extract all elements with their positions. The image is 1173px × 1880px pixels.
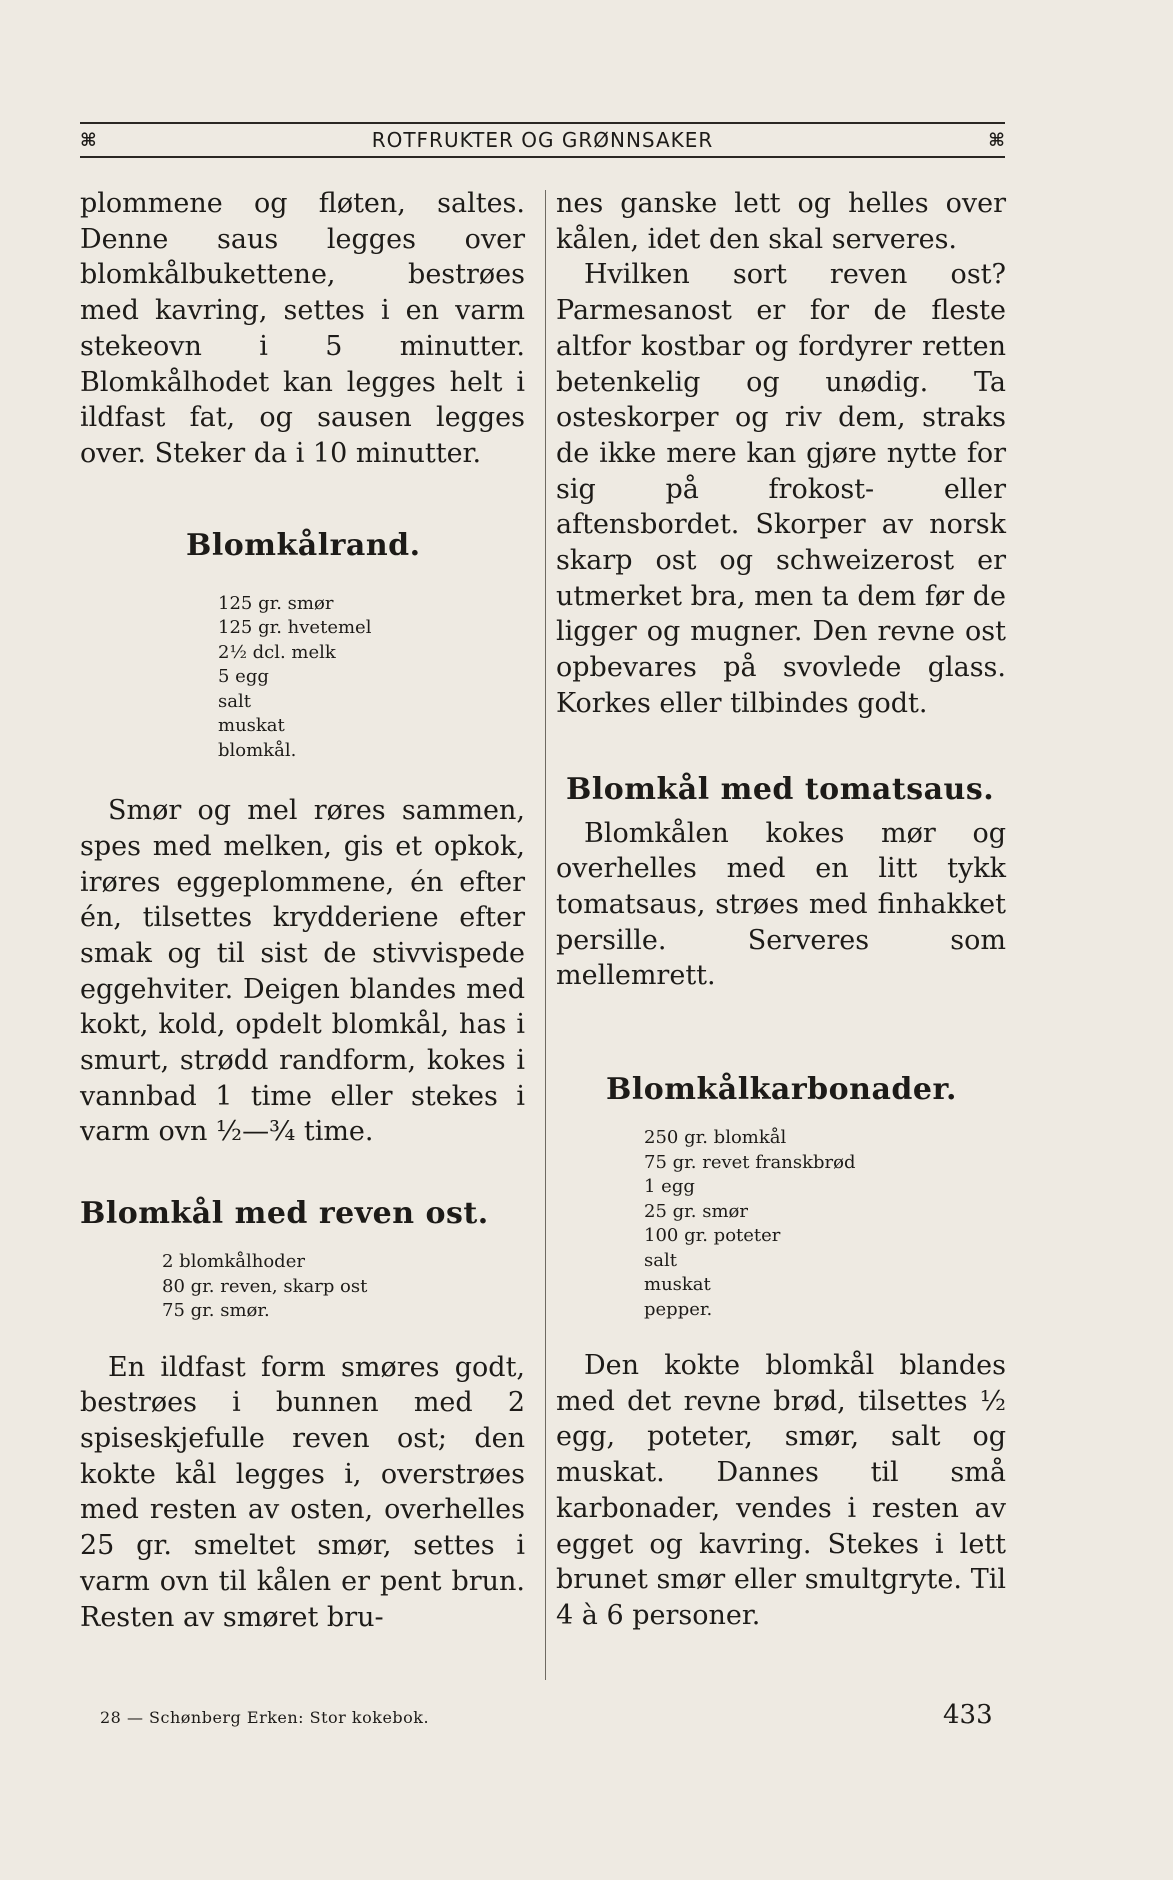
intro-paragraph: plommene og fløten, saltes. Denne saus legges over blomkålbukettene, bestrøes med kavring, settes i en varm stekeovn i 5 minutter. Blomkålhodet kan legges helt i ildfast fat, og sausen legges over. Steker da i 10 minutter.	[80, 188, 525, 469]
left-column	[80, 186, 525, 1635]
right-column	[556, 186, 1006, 1634]
page-number: 433	[943, 1700, 993, 1730]
cheese-note-paragraph: Hvilken sort reven ost? Parmesanost er for de fleste altfor kostbar og fordyrer retten betenkelig og unødig. Ta osteskorper og riv dem, straks de ikke mere kan gjøre nytte for sig på frokost- eller aftensbordet. Skorper av norsk skarp ost og schweizerost er utmerket bra, men ta dem før de ligger og mugner. Den revne ost opbevares på svovlede glass. Korkes eller tilbindes godt.	[556, 259, 1006, 719]
ingredients-reven-ost	[80, 1250, 525, 1324]
ornament-left-icon: ⌘	[80, 129, 97, 151]
ingredient-item: 1 egg	[644, 1176, 695, 1198]
ingredients-blomkalrand	[80, 592, 525, 764]
ingredient-item: 75 gr. smør.	[162, 1300, 270, 1322]
ingredient-item: 5 egg	[218, 666, 269, 688]
ingredient-item: 2½ dcl. melk	[218, 641, 336, 663]
continuation-paragraph: nes ganske lett og helles over kålen, idet den skal serveres.	[556, 188, 1006, 255]
recipe-title-karbonader: Blomkålkarbonader.	[606, 1072, 957, 1108]
recipe-title-tomatsaus: Blomkål med tomatsaus.	[566, 771, 995, 807]
ingredient-item: blomkål.	[218, 739, 297, 761]
ingredient-item: 25 gr. smør	[644, 1200, 748, 1222]
ingredient-item: 75 gr. revet franskbrød	[644, 1151, 856, 1173]
ingredient-item: 2 blomkålhoder	[162, 1251, 305, 1273]
ingredient-item: 125 gr. smør	[218, 592, 334, 614]
recipe-title-reven-ost: Blomkål med reven ost.	[80, 1196, 489, 1232]
ingredients-karbonader	[556, 1126, 1006, 1322]
recipe-text-tomatsaus: Blomkålen kokes mør og overhelles med en litt tykk tomatsaus, strøes med finhakket persille. Serveres som mellemrett.	[556, 817, 1006, 992]
ingredient-item: muskat	[644, 1274, 711, 1296]
ingredient-item: salt	[644, 1249, 677, 1271]
ingredient-item: salt	[218, 690, 251, 712]
recipe-text-karbonader: Den kokte blomkål blandes med det revne brød, tilsettes ½ egg, poteter, smør, salt og muskat. Dannes til små karbonader, vendes i resten av egget og kavring. Stekes i lett brunet smør eller smultgryte. Til 4 à 6 personer.	[556, 1350, 1006, 1631]
running-header	[80, 122, 1005, 158]
recipe-text-blomkalrand: Smør og mel røres sammen, spes med melken, gis et opkok, irøres eggeplommene, én efter én, tilsettes krydderiene efter smak og til sist de stivvispede eggehviter. Deigen blandes med kokt, kold, opdelt blomkål, has i smurt, strødd randform, kokes i vannbad 1 time eller stekes i varm ovn ½—¾ time.	[80, 795, 525, 1148]
ingredient-item: 100 gr. poteter	[644, 1225, 781, 1247]
column-divider	[545, 190, 546, 1680]
printer-signature: 28 — Schønberg Erken: Stor kokebok.	[100, 1708, 430, 1727]
recipe-title-blomkalrand: Blomkålrand.	[186, 527, 421, 563]
ornament-right-icon: ⌘	[988, 129, 1005, 151]
recipe-text-reven-ost: En ildfast form smøres godt, bestrøes i bunnen med 2 spiseskjefulle reven ost; den kokte kål legges i, overstrøes med resten av osten, overhelles 25 gr. smeltet smør, settes i varm ovn til kålen er pent brun. Resten av smøret bru-	[80, 1351, 525, 1633]
running-title: ROTFRUKTER OG GRØNNSAKER	[371, 128, 714, 152]
ingredient-item: muskat	[218, 715, 285, 737]
ingredient-item: 80 gr. reven, skarp ost	[162, 1275, 368, 1297]
ingredient-item: 250 gr. blomkål	[644, 1127, 787, 1149]
ingredient-item: 125 gr. hvetemel	[218, 617, 372, 639]
ingredient-item: pepper.	[644, 1298, 713, 1320]
